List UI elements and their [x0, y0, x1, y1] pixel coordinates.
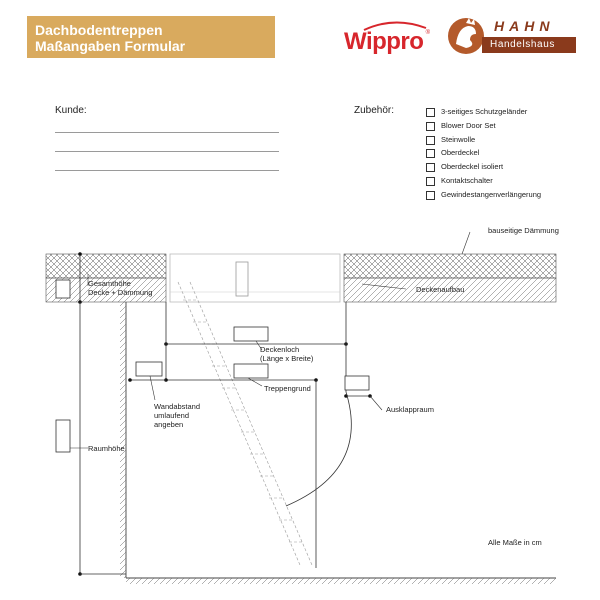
total-height-box — [56, 280, 70, 298]
title-line-2: Maßangaben Formular — [35, 38, 186, 54]
ceiling-hole-box — [234, 327, 268, 341]
accessory-label-blower-door: Blower Door Set — [441, 121, 496, 130]
hahn-logo-subtext: Handelshaus — [490, 39, 555, 50]
accessory-label-railing: 3-seitiges Schutzgeländer — [441, 107, 528, 116]
registered-mark: ® — [425, 30, 430, 36]
ceiling-hole-label: Deckenloch (Länge x Breite) — [260, 345, 314, 363]
accessory-label-top-cover: Oberdeckel — [441, 148, 480, 157]
insulation-label: bauseitige Dämmung — [488, 226, 559, 235]
hahn-logo-text: HAHN — [494, 18, 555, 34]
stair-base-label: Treppengrund — [264, 384, 311, 393]
customer-label: Kunde: — [55, 105, 87, 116]
accessory-label-insulated-cover: Oberdeckel isoliert — [441, 162, 504, 171]
title-line-1: Dachbodentreppen — [35, 22, 163, 38]
total-height-label: Gesamthöhe Decke + Dämmung — [88, 279, 153, 297]
wall-distance-label: Wandabstand umlaufend angeben — [154, 402, 201, 429]
units-note: Alle Maße in cm — [488, 538, 542, 547]
fold-arc — [286, 392, 351, 506]
ceiling-build-label: Deckenaufbau — [416, 285, 465, 294]
fold-space-label: Ausklappraum — [386, 405, 434, 414]
wall-distance-box — [136, 362, 162, 376]
stair-base-box — [234, 364, 268, 378]
accessory-label-contact-switch: Kontaktschalter — [441, 176, 493, 185]
stair-box — [170, 254, 340, 302]
accessories-label: Zubehör: — [354, 105, 395, 116]
fold-space-box — [345, 376, 369, 390]
wippro-logo-text: Wippro — [344, 28, 424, 55]
room-height-label: Raumhöhe — [88, 444, 125, 453]
stair-hinge — [236, 262, 248, 296]
room-height-box — [56, 420, 70, 452]
insulation-left — [46, 254, 166, 278]
accessory-label-threaded-rod: Gewindestangenverlängerung — [441, 190, 542, 199]
accessory-label-rock-wool: Steinwolle — [441, 135, 476, 144]
insulation-right — [344, 254, 556, 278]
